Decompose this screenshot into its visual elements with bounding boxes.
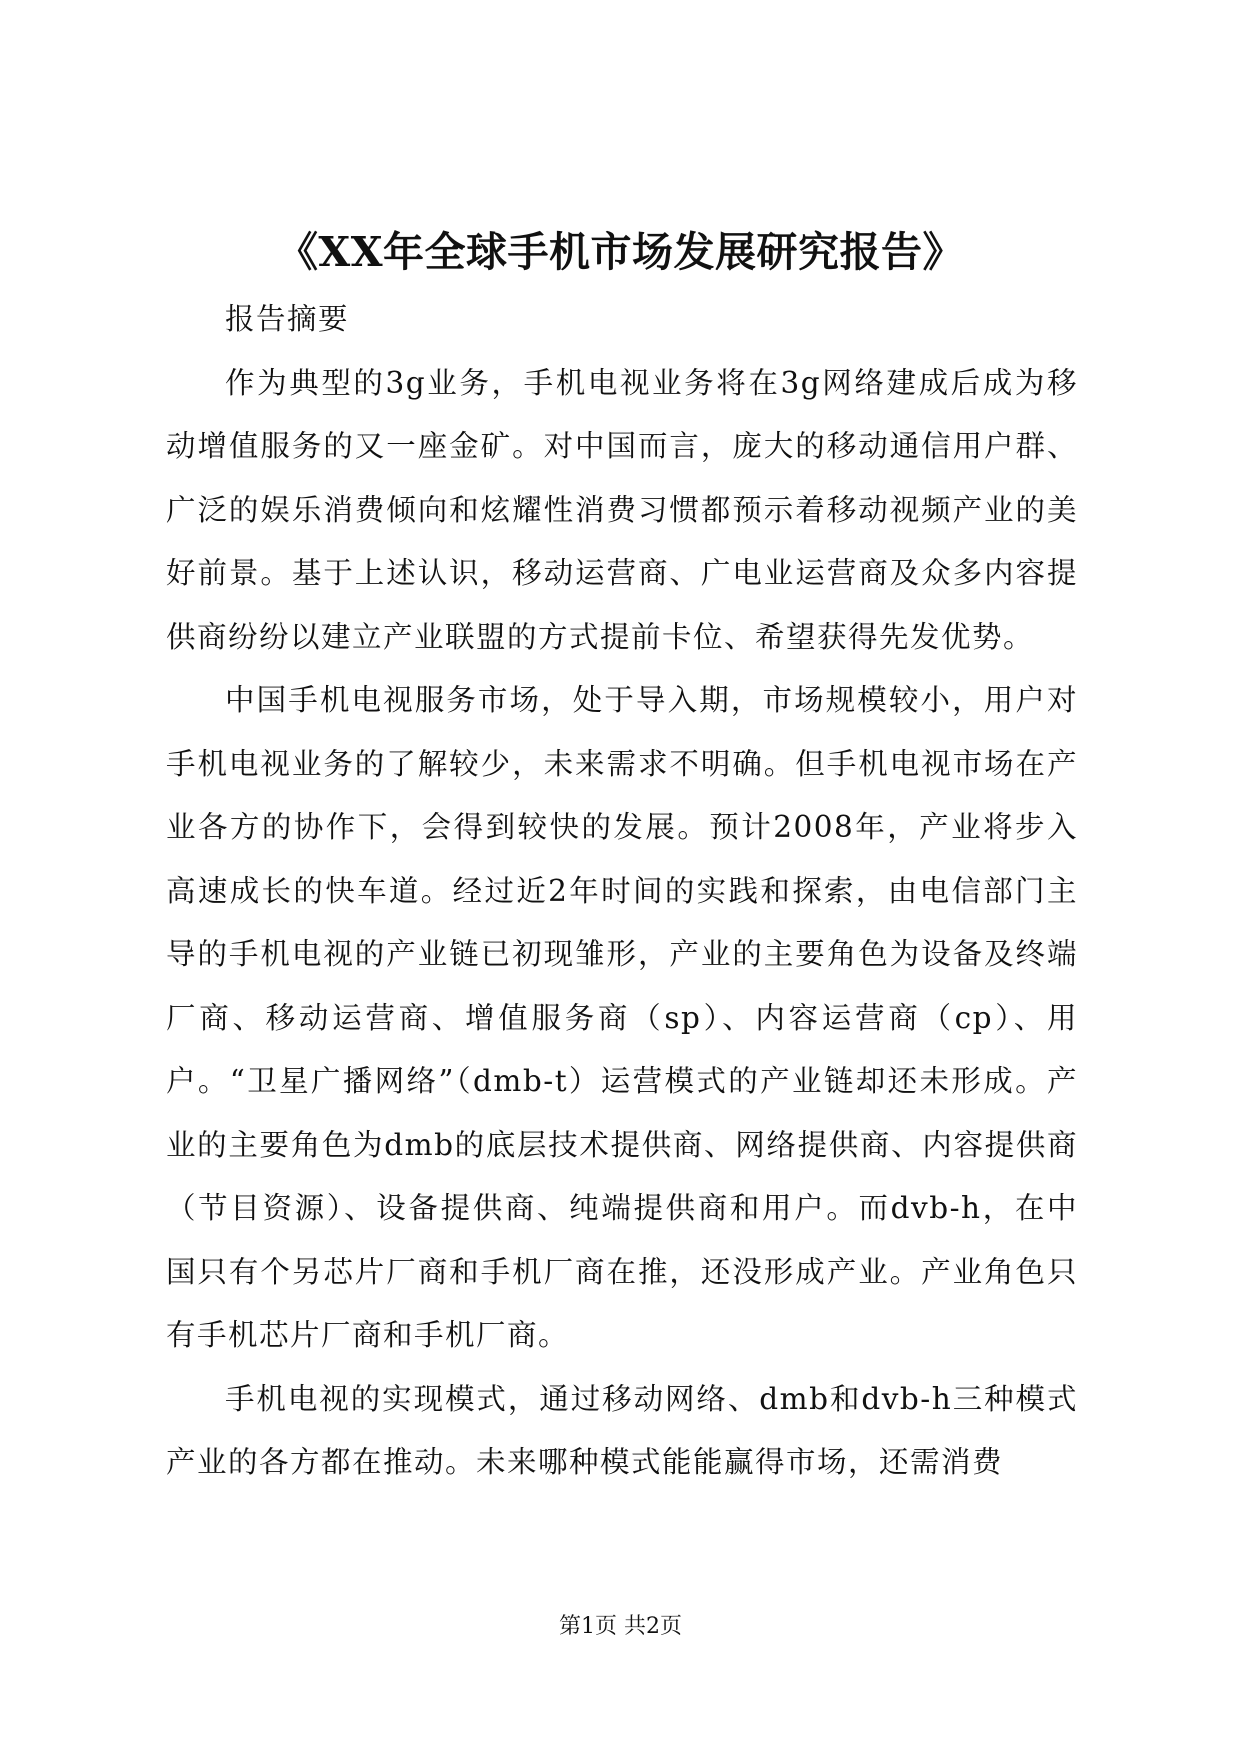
page-number: 第1页 共2页 <box>559 1614 682 1639</box>
paragraph-modes: 手机电视的实现模式，通过移动网络、dmb和dvb-h三种模式产业的各方都在推动。未来哪种模式能能赢得市场，还需消费 <box>166 1381 1078 1479</box>
document-body <box>166 288 1078 1495</box>
paragraph-intro: 作为典型的3g业务，手机电视业务将在3g网络建成后成为移动增值服务的又一座金矿。对中国而言，庞大的移动通信用户群、广泛的娱乐消费倾向和炫耀性消费习惯都预示着移动视频产业的美好前景。基于上述认识，移动运营商、广电业运营商及众多内容提供商纷纷以建立产业联盟的方式提前卡位、希望获得先发优势。 <box>166 365 1078 654</box>
paragraph-market: 中国手机电视服务市场，处于导入期，市场规模较小，用户对手机电视业务的了解较少，未来需求不明确。但手机电视市场在产业各方的协作下，会得到较快的发展。预计2008年，产业将步入高速成长的快车道。经过近2年时间的实践和探索，由电信部门主导的手机电视的产业链已初现雏形，产业的主要角色为设备及终端厂商、移动运营商、增值服务商（sp）、内容运营商（cp）、用户。“卫星广播网络”（dmb-t）运营模式的产业链却还未形成。产业的主要角色为dmb的底层技术提供商、网络提供商、内容提供商（节目资源）、设备提供商、纯端提供商和用户。而dvb-h，在中国只有个另芯片厂商和手机厂商在推，还没形成产业。产业角色只有手机芯片厂商和手机厂商。 <box>166 683 1078 1352</box>
document-title: 《XX年全球手机市场发展研究报告》 <box>276 228 965 276</box>
section-heading-summary: 报告摘要 <box>225 302 350 336</box>
page-footer <box>0 1612 1241 1642</box>
